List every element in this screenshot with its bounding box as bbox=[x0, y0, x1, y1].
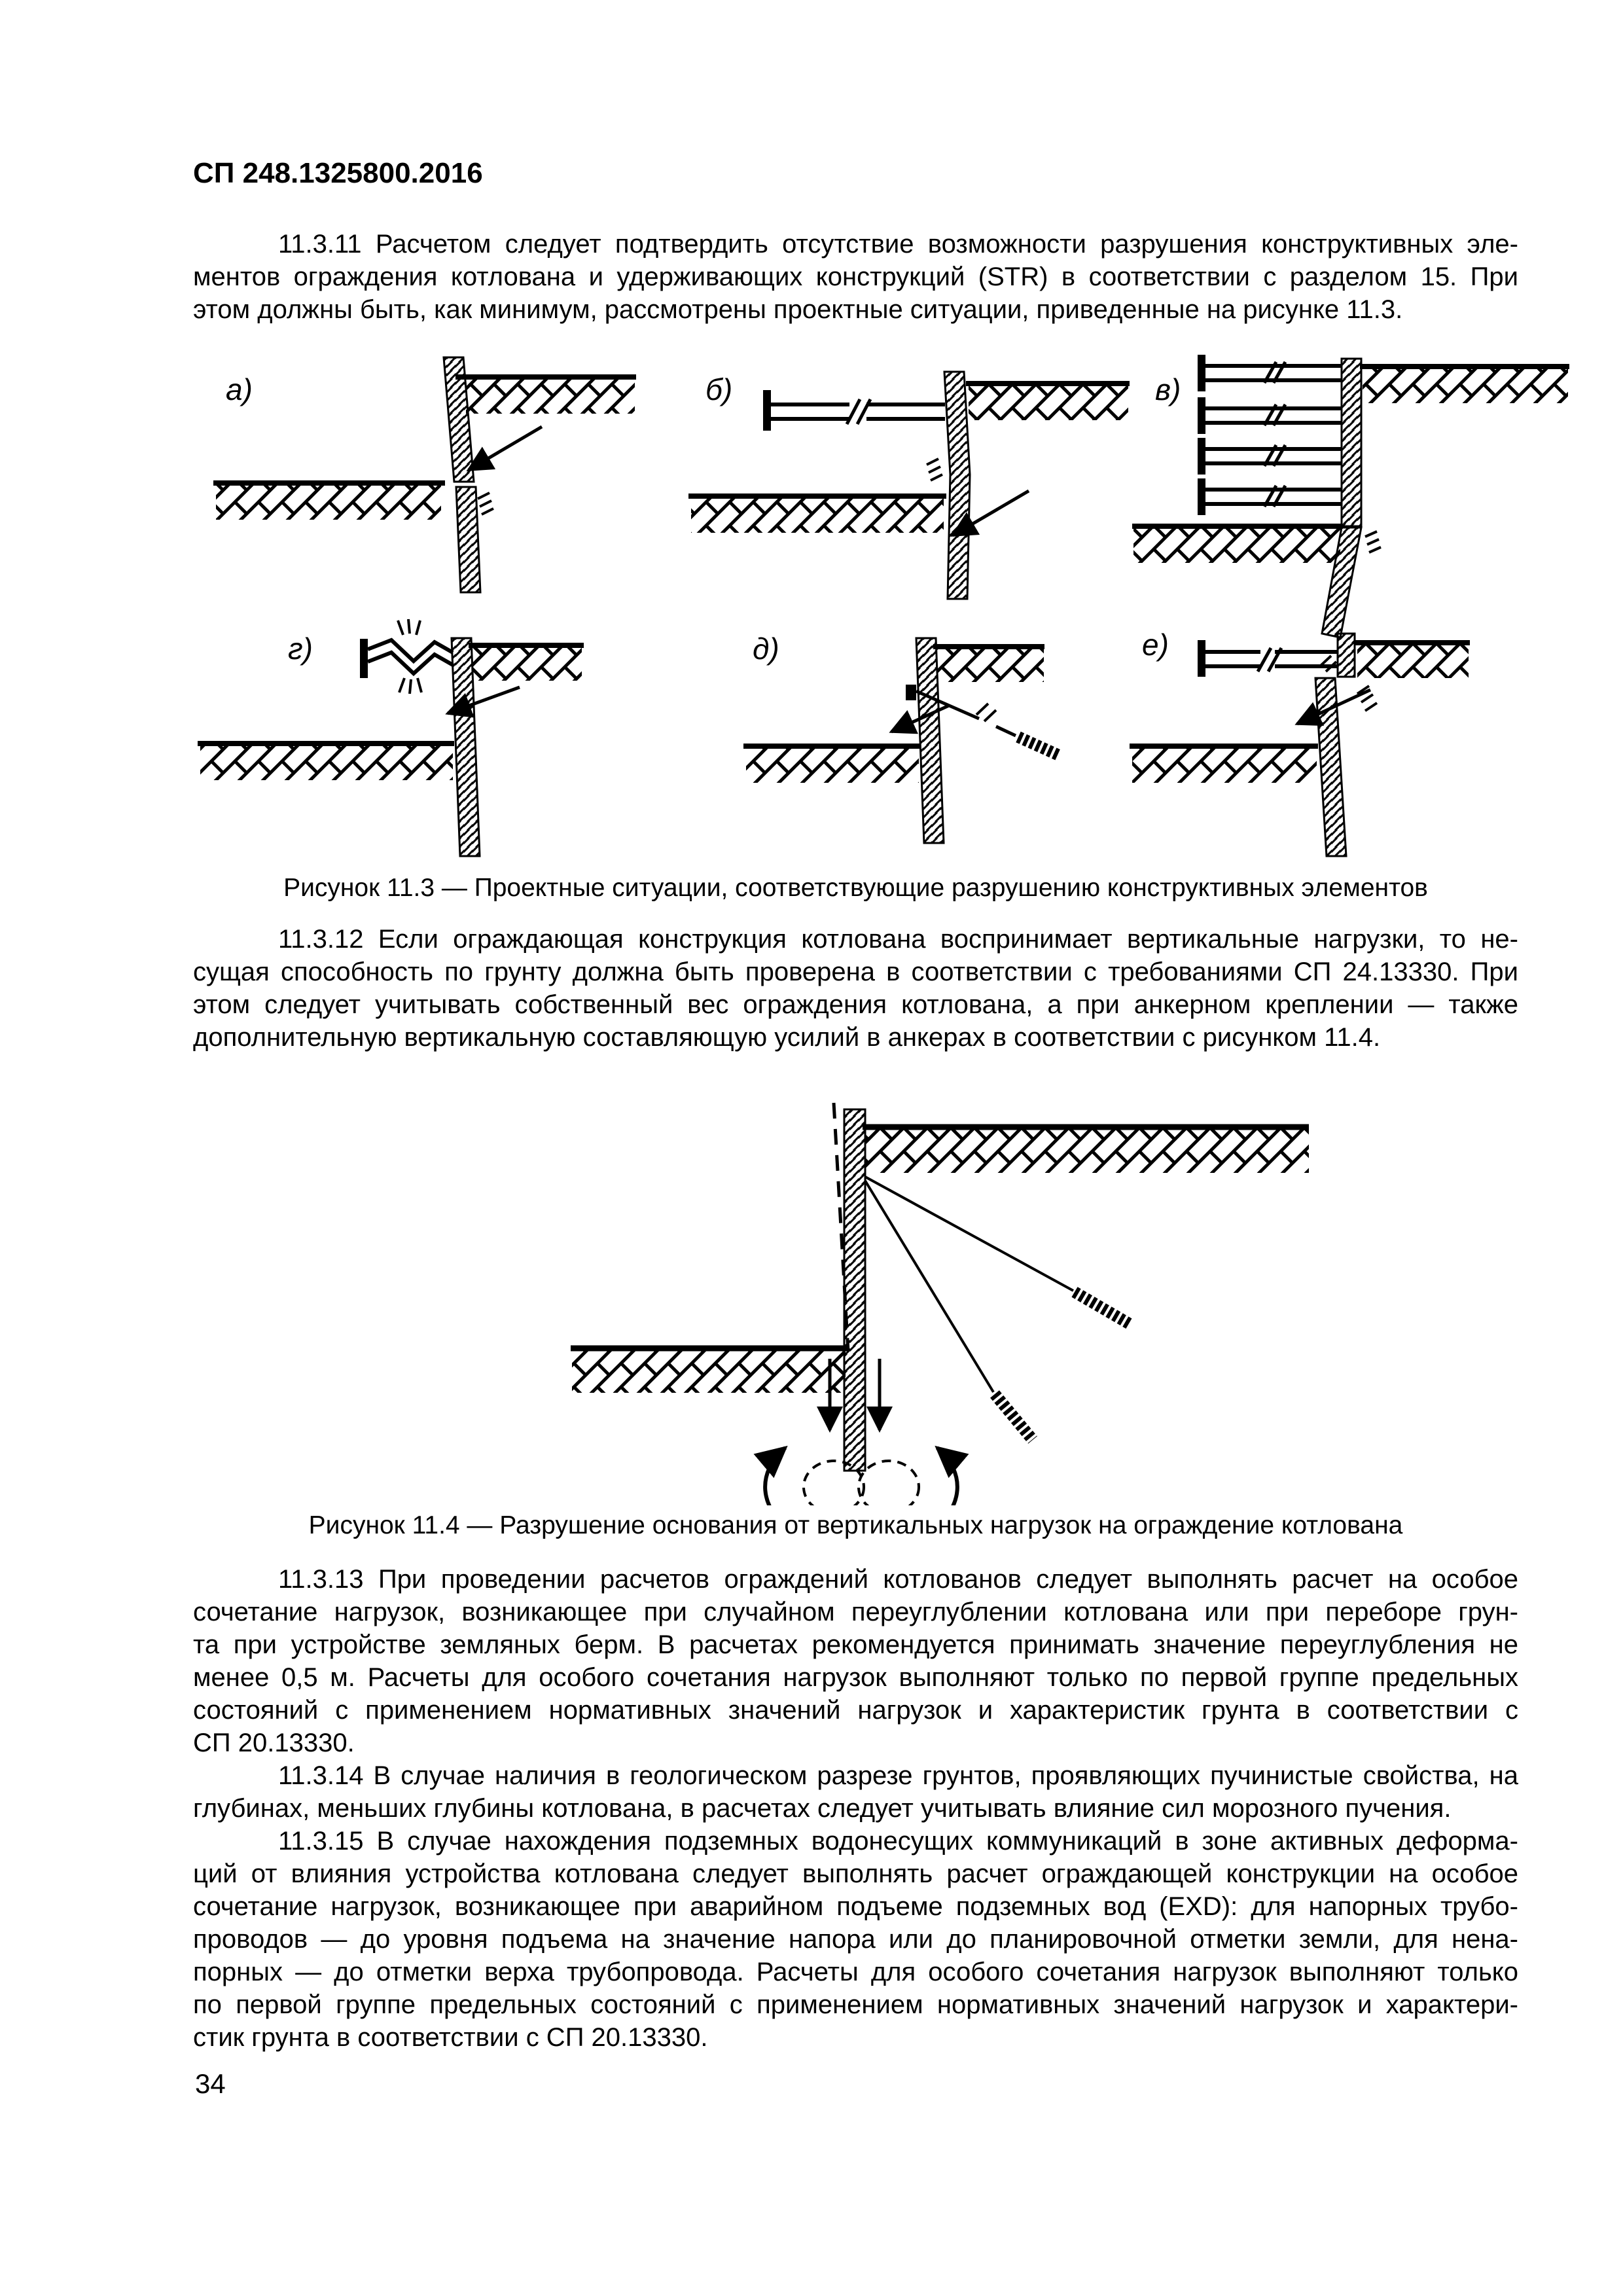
text-line: сочетание нагрузок, возникающее при аварийном подъеме подземных вод (EXD): для напорных трубо- bbox=[193, 1892, 1518, 1921]
break-ticks bbox=[976, 704, 996, 721]
anchor-grout-body bbox=[1018, 737, 1059, 755]
vertical-load-failure-diagram bbox=[571, 1103, 1309, 1505]
figure-11-4-caption: Рисунок 11.4 — Разрушение основания от вертикальных нагрузок на ограждение котлована bbox=[308, 1511, 1403, 1539]
buckled-strut bbox=[368, 640, 453, 673]
anchors bbox=[865, 1177, 1131, 1440]
retaining-wall bbox=[844, 1109, 865, 1471]
text-line: этом должны быть, как минимум, рассмотрены проектные ситуации, приведенные на рисунке 11.3. bbox=[193, 295, 1403, 324]
text-line: ций от влияния устройства котлована следует выполнять расчет ограждающей конструкции на особое bbox=[193, 1859, 1518, 1888]
text-line: 11.3.12 Если ограждающая конструкция котлована воспринимает вертикальные нагрузки, то не- bbox=[278, 925, 1518, 954]
figure-11-3-drawing bbox=[183, 353, 1571, 870]
paragraph-11-3-11 bbox=[193, 228, 1518, 326]
text-line: сочетание нагрузок, возникающее при случайном переуглублении котлована или при переборе грун- bbox=[193, 1598, 1518, 1626]
text-line: 11.3.13 При проведении расчетов ограждений котлованов следует выполнять расчет на особое bbox=[278, 1565, 1518, 1594]
paragraph-11-3-12 bbox=[193, 923, 1518, 1054]
subfigure-e-connection-failure bbox=[1130, 634, 1470, 856]
subfigure-b-strutted-wall-failure bbox=[688, 372, 1130, 599]
text-line: сущая способность по грунту должна быть проверена в соответствии с требованиями СП 24.13330. При bbox=[193, 958, 1518, 986]
text-line: та при устройстве земляных берм. В расчетах рекомендуется принимать значение переуглубления не bbox=[193, 1630, 1518, 1659]
text-line: СП 20.13330. bbox=[193, 1729, 355, 1757]
text-line: стик грунта в соответствии с СП 20.13330. bbox=[193, 2023, 708, 2052]
break-ticks bbox=[478, 493, 493, 514]
struts bbox=[1198, 355, 1342, 515]
figure-11-3-label-a: а) bbox=[226, 372, 253, 406]
break-ticks bbox=[927, 459, 942, 480]
strut bbox=[771, 404, 945, 419]
paragraph-11-3-13 bbox=[193, 1563, 1518, 1759]
text-line: глубинах, меньших глубины котлована, в расчетах следует учитывать влияние сил морозного пучения. bbox=[193, 1794, 1452, 1823]
text-line: ментов ограждения котлована и удерживающих конструкций (STR) в соответствии с разделом 15. При bbox=[193, 262, 1518, 291]
figure-11-3-caption: Рисунок 11.3 — Проектные ситуации, соответствующие разрушению конструктивных элементов bbox=[283, 874, 1428, 902]
subfigure-g-buckled-strut bbox=[198, 619, 584, 856]
text-line: порных — до отметки верха трубопровода. Расчеты для особого сочетания нагрузок выполняют только bbox=[193, 1958, 1518, 1986]
text-line: 11.3.11 Расчетом следует подтвердить отсутствие возможности разрушения конструктивных эле- bbox=[278, 230, 1518, 259]
subfigure-d-broken-anchor bbox=[743, 638, 1059, 843]
subfigure-v-multistrut-toe-failure bbox=[1132, 355, 1569, 637]
break-ticks bbox=[1365, 531, 1381, 552]
text-line: состояний с применением нормативных значений нагрузок и характеристик грунта в соответствии с bbox=[193, 1696, 1518, 1725]
document-header: СП 248.1325800.2016 bbox=[193, 157, 483, 189]
figure-11-3-label-v: в) bbox=[1155, 372, 1181, 406]
text-line: менее 0,5 м. Расчеты для особого сочетания нагрузок выполняют только по первой группе предельных bbox=[193, 1663, 1518, 1692]
figure-11-3-label-e: е) bbox=[1142, 628, 1169, 662]
text-line: 11.3.15 В случае нахождения подземных водонесущих коммуникаций в зоне активных деформа- bbox=[278, 1827, 1518, 1856]
page-number: 34 bbox=[195, 2068, 226, 2099]
text-line: этом следует учитывать собственный вес ограждения котлована, а при анкерном креплении — также bbox=[193, 990, 1518, 1019]
text-line: по первой группе предельных состояний с применением нормативных значений нагрузок и характери- bbox=[193, 1990, 1518, 2019]
figure-11-3-label-g: г) bbox=[288, 632, 313, 666]
paragraph-11-3-15 bbox=[193, 1825, 1518, 2054]
figure-11-3-label-d: д) bbox=[753, 632, 779, 666]
text-line: 11.3.14 В случае наличия в геологическом разрезе грунтов, проявляющих пучинистые свойства, на bbox=[278, 1761, 1518, 1790]
text-line: дополнительную вертикальную составляющую усилий в анкерах в соответствии с рисунком 11.4. bbox=[193, 1023, 1381, 1052]
paragraph-11-3-14 bbox=[193, 1759, 1518, 1825]
figure-11-4-drawing bbox=[569, 1073, 1315, 1505]
text-line: проводов — до уровня подъема на значение напора или до планировочной отметки земли, для нена- bbox=[193, 1925, 1518, 1954]
subfigure-a-wall-failure bbox=[213, 357, 636, 592]
figure-11-3-label-b: б) bbox=[705, 372, 733, 406]
